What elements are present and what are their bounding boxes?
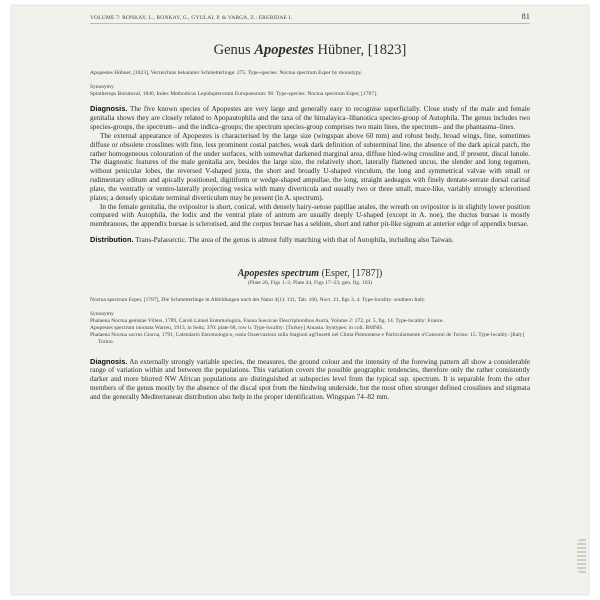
genus-distribution [90, 236, 530, 245]
genus-external-appearance: The external appearance of Apopestes is characterised by the large size (wingspan above 60 mm) and robust body, broad wings, fine, sometimes diffuse or obsolete crosslines with fine, less prominent costal patches, weak dark definition of subterminal line, the absence of the dark apical patch, the rather homogeneous colouration of the under surfaces, with somewhat darkened marginal area, diffuse hind-wing crossline and, if present, discal lunule. The diagnostic features of the male genitalia are, besides the large size, the relatively short, laterally flattened uncus, the slender and long tegumen, without penicular lobes, the reversed V-shaped juxta, the short and broadly U-shaped vinculum, the long and symmetrical valvae with small or rudimentary editum and apically positioned, digitiform or wedge-shaped ampullae, the long, straight aedeagus with finely dentate-serrate dorsal carinal plate, the ventrally or ventro-laterally projecting vesica with many diverticula and usually two or three small, mace-like, variably strongly sclerotised plates; a densely spiculate terminal diverticulum may be present (in A. spectrum). [90, 131, 530, 202]
species-title-name: Apopestes spectrum [237, 267, 320, 279]
species-diagnosis-text: An externally strongly variable species, the measures, the ground colour and the intensity of the forewing pattern all show a considerable range of variation within and between the populations. This variation covers the possible geographic tendencies, therefore only the rather consistently darker and more blurred NW African populations are distinguished at subspecies level from the typical ssp. spectrum. It is separable from the other members of the genus mostly by the absence of the discal spot from the hindwing underside, but the most often stronger defined crosslines and stigmata and the generally Mediterranean distribution also help in the proper identification. Wingspan 74–82 mm. [90, 357, 530, 401]
book-page [12, 6, 588, 594]
genus-synonymy-label: Synonymy [90, 84, 114, 91]
genus-title-author: Hübner, [1823] [313, 42, 407, 58]
species-diagnosis [90, 358, 530, 402]
genus-diagnosis [90, 105, 530, 132]
species-diagnosis-label: Diagnosis. [90, 356, 128, 366]
species-title [90, 268, 530, 280]
running-head [90, 12, 530, 24]
genus-distribution-label: Distribution. [90, 235, 134, 245]
page-number: 81 [521, 12, 530, 21]
species-citation: Noctua spectrum Esper, [1787], Die Schmetterlinge in Abbildungen nach der Natur 4(1): 131, Tab. 100, Noct. 21, figs 3, 4. Type-locality: southern Italy. [90, 296, 426, 303]
genus-synonymy-entry: Spintherops Boisduval, 1840, Index Methodicus Lepidopterorum Europaeorum: 98. Type-species: Noctua spectrum Esper, [1787]. [90, 91, 378, 98]
species-plates: (Plate 26, Figs 1–2; Plate 44, Figs 17–23; gen. fig. 103) [247, 279, 373, 286]
thumb-index-marks [577, 539, 586, 573]
page-content [90, 12, 530, 402]
running-title: VOLUME 7: RONKAY, L., RONKAY, G., GYULAI, P. & VARGA, Z.: EREBIDAE I. [90, 15, 293, 21]
species-synonym: Phalaena Noctua genistae Villers, 1789, Caroli Linnei Entomologica, Fauna Suecicae Descriptionibus Aucta, Volume 2: 272, pl. 5, fig. 14. Type-locality: France. [90, 318, 444, 325]
genus-diagnosis-text: The five known species of Apopestes are very large and generally easy to recognise superficially. Close study of the male and female genitalia shows they are closely related to Apopautophila and the taxa of the himalayica–libanotica species-group of Autophila. The genus includes two species-groups, the spectrum– and the indica–groups; the spectrum species-group comprises two main lines, the spectrum– and the phantasma–lines. [90, 105, 530, 131]
genus-title-name: Apopestes [254, 42, 314, 58]
species-synonymy-label: Synonymy [90, 311, 114, 318]
genus-female-genitalia: In the female genitalia, the ovipositor is short, conical, with densely hairy-setose papillae anales, the wreath on ovipositor is in slightly lower position compared with Autophila, the lodix and the ventral plate of antrum are usually deeply U-shaped (except in A. noe), the ductus bursae is mostly membranous, the appendix bursae is sclerotised, and the corpus bursae has a seldom, short and rather pit-like signum at anterior edge of appendix bursae. [90, 202, 530, 229]
genus-diagnosis-label: Diagnosis. [90, 104, 128, 114]
thumb-index-tab [574, 526, 588, 586]
genus-citation: Apopestes Hübner, [1823], Verzeichnis bekannter Schmetterlinge: 275. Type-species: Noctua spectrum Esper by monotypy. [90, 70, 363, 76]
species-title-author: (Esper, [1787]) [319, 267, 383, 279]
species-synonym: Apopestes spectrum innotata Warren, 1913, in Seitz, 370: plate 68, row b. Type-locality: [Turkey] Amasia. Syntypes: in coll. BMNH. [90, 325, 384, 332]
genus-distribution-text: Trans-Palaearctic. The area of the genus is almost fully matching with that of Autophila, including also Taiwan. [133, 236, 454, 245]
species-synonym: Phalaena Noctua socrus Giorna, 1791, Calendario Entomologico, ossia Osservazioni sulla Stagioni agl'Insetti nel Clima Piemontese e Particularmente n'Contorni de Torino: 15. Type-locality: [Italy] Torino. [90, 332, 525, 346]
genus-title-prefix: Genus [213, 42, 255, 58]
genus-title [90, 42, 530, 58]
